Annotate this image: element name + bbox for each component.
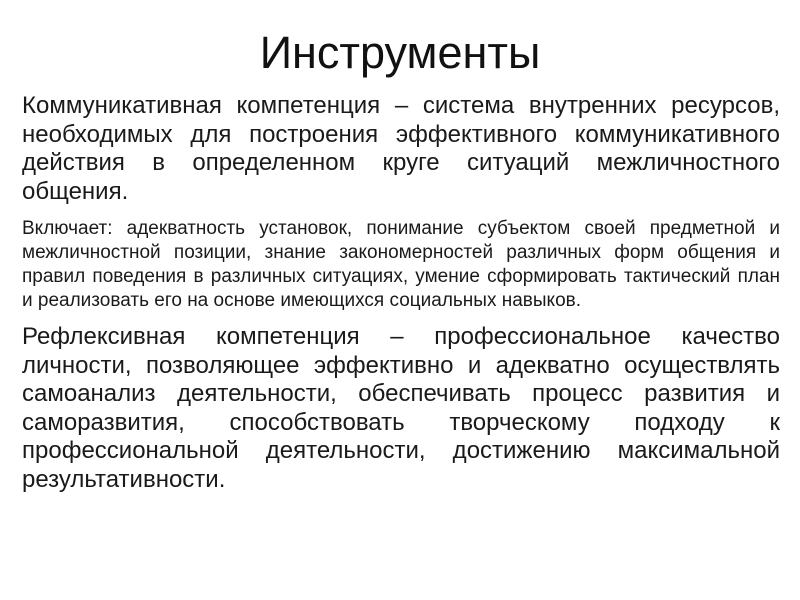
paragraph-reflexive-competence: Рефлексивная компетенция – профессиональное качество личности, позволяющее эффективно и адекватно осуществлять самоанализ деятельности, обеспечивать процесс развития и саморазвития, способствовать творческому подходу к профессиональной деятельности, достижению максимальной результативности. [22, 323, 780, 493]
slide-title: Инструменты [259, 27, 541, 78]
paragraph-includes: Включает: адекватность установок, понимание субъектом своей предметной и межличностной позиции, знание закономерностей различных форм общения и правил поведения в различных ситуациях, умение сформировать тактический план и реализовать его на основе имеющихся социальных навыков. [22, 218, 780, 311]
paragraph-communicative-competence: Коммуникативная компетенция – система внутренних ресурсов, необходимых для построения эффективного коммуникативного действия в определенном круге ситуаций межличностного общения. [22, 92, 780, 205]
slide-body [22, 92, 780, 494]
